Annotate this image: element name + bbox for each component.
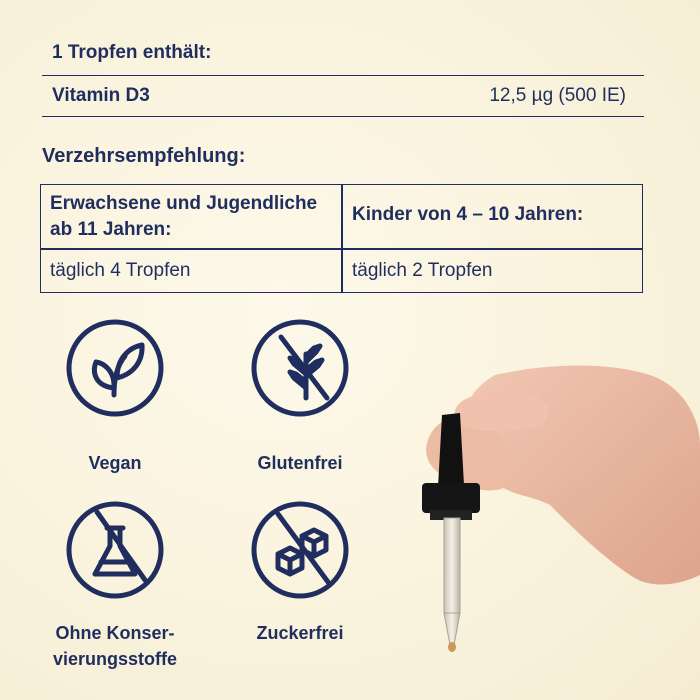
nutrient-row [42, 75, 644, 117]
leaf-icon [65, 318, 165, 418]
adult-dosage: täglich 4 Tropfen [50, 260, 191, 281]
feature-label-sugar-free: Zuckerfrei [256, 623, 344, 643]
nutrient-value: 12,5 µg (500 IE) [489, 85, 626, 106]
table-divider-horizontal [41, 248, 642, 250]
recommendation-title: Verzehrsempfehlung: [42, 145, 246, 167]
feature-label-preservative-free-line2: vierungsstoffe [52, 649, 178, 669]
feature-label-preservative-free [30, 620, 200, 672]
wheat-crossed-icon [250, 318, 350, 418]
child-dosage: täglich 2 Tropfen [352, 260, 493, 281]
feature-label-gluten-free: Glutenfrei [257, 453, 343, 473]
hand-dropper-image [400, 355, 700, 700]
flask-crossed-icon [65, 500, 165, 600]
recommendation-table [40, 184, 643, 293]
adult-header: Erwachsene und Jugendliche ab 11 Jahren: [50, 193, 318, 240]
nutrient-title: 1 Tropfen enthält: [52, 42, 212, 63]
feature-label-preservative-free-line1: Ohne Konser- [55, 623, 175, 643]
sugar-cubes-crossed-icon [250, 500, 350, 600]
child-header: Kinder von 4 – 10 Jahren: [352, 204, 584, 225]
nutrient-name: Vitamin D3 [52, 85, 150, 106]
table-divider-vertical [341, 185, 343, 292]
feature-label-vegan: Vegan [88, 453, 142, 473]
